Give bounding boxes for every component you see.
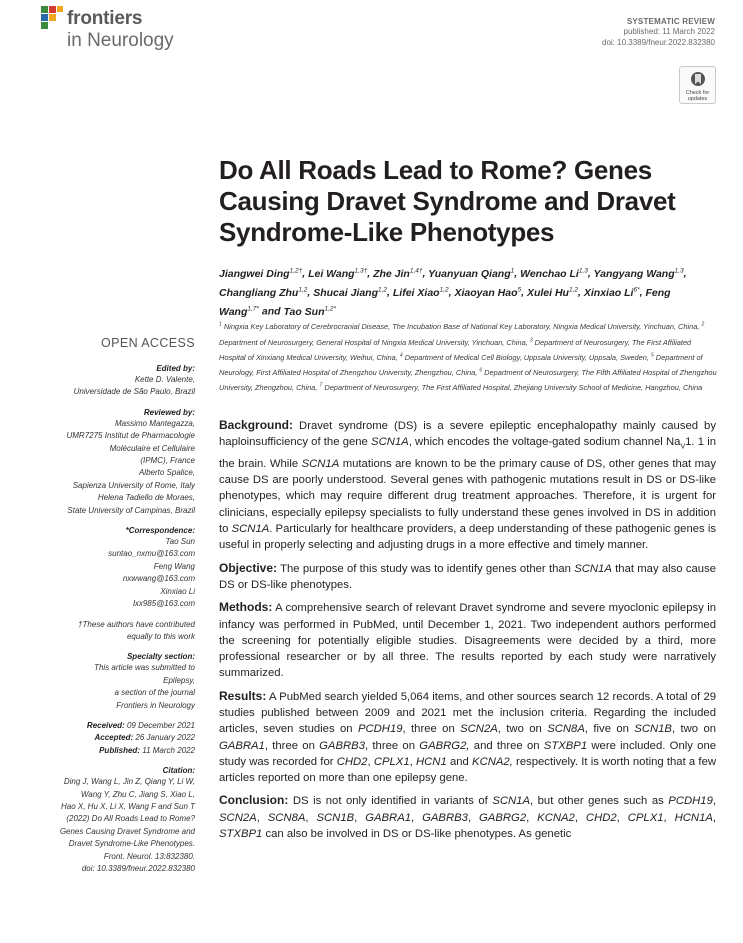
sidebar-line[interactable]: lxx985@163.com <box>133 599 195 609</box>
sidebar-line: Ding J, Wang L, Jin Z, Qiang Y, Li W, <box>63 777 195 787</box>
published-label: Published: <box>99 745 140 755</box>
conclusion-label: Conclusion: <box>219 793 289 808</box>
sidebar-line: Wang Y, Zhu C, Jiang S, Xiao L, <box>80 789 195 799</box>
sidebar-line: State University of Campinas, Brazil <box>67 505 195 515</box>
author-name[interactable]: Lei Wang$^{1,3\dagger}$ <box>308 267 368 280</box>
reviewed-by-list <box>40 418 195 517</box>
citation-list <box>40 776 195 875</box>
author-list: Jiangwei Ding$^{1,2\dagger}$, Lei Wang$^{1,3\dagger}$, Zhe Jin$^{1,4\dagger}$, Yuanyuan Qiang$^1$, Wenchao Li$^{1,3}$, Yangyang Wang$^{1,3}$, Changliang Zhu$^{1,2}$, Shucai Jiang$^{1,2}$, Lifei Xiao$^{1,2}$, Xiaoyan Hao$^5$, Xulei Hu$^{1,2}$, Xinxiao $Li^{6*}$, Feng Wang$^{1,7*}$ and Tao Sun$^{1,2*}$ <box>219 267 687 318</box>
sidebar-line: Alberto Spalice, <box>138 468 195 478</box>
sidebar-line: †These authors have contributed <box>78 619 195 629</box>
author-name[interactable]: Xiaoyan Hao$^5$ <box>454 286 522 299</box>
sidebar-line: Epilepsy, <box>163 675 195 685</box>
sidebar-line: Massimo Mantegazza, <box>114 418 195 428</box>
background-label: Background: <box>219 418 294 432</box>
author-name[interactable]: Yuanyuan Qiang$^1$ <box>428 267 515 280</box>
sidebar-line: doi: 10.3389/fneur.2022.832380 <box>81 864 195 873</box>
sidebar-line: (2022) Do All Roads Lead to Rome? <box>66 814 195 824</box>
affiliation: $^6$ Department of Neurosurgery, The Fifth Affiliated Hospital of Zhengzhou University, Zhengzhou, China, <box>219 367 717 392</box>
sidebar-line: Genes Causing Dravet Syndrome and <box>59 826 195 836</box>
correspondence-label: *Correspondence: <box>125 526 195 536</box>
accepted-label: Accepted: <box>94 733 134 743</box>
sidebar-line: This article was submitted to <box>94 663 195 673</box>
abstract <box>219 417 716 848</box>
author-name[interactable]: Shucai Jiang$^{1,2}$ <box>313 286 388 299</box>
equal-contribution-note <box>40 619 195 644</box>
author-name[interactable]: Wenchao Li$^{1,3}$ <box>520 267 588 280</box>
sidebar-line: Kette D. Valente, <box>134 375 195 384</box>
sidebar-line: Frontiers in Neurology <box>116 700 195 710</box>
article-title: Do All Roads Lead to Rome? Genes Causing Dravet Syndrome and Dravet Syndrome-Like Phenotypes <box>219 155 676 247</box>
sidebar-line[interactable]: nxwwang@163.com <box>122 574 195 584</box>
check-updates-label: Check for updates <box>685 90 710 102</box>
author-name[interactable]: Zhe Jin$^{1,4\dagger}$ <box>373 267 423 280</box>
sidebar-line: Sapienza University of Rome, Italy <box>72 480 195 490</box>
methods-label: Methods: <box>219 600 273 615</box>
abstract-methods: Methods: A comprehensive search of relevant Dravet syndrome and severe myoclonic epilepsy in infancy was performed in PubMed, until December 1, 2021. Two independent authors performed the screening for potentially eligible studies. Disagreements were decided by a third, more professional researcher or by all three. The results reported by each study were narratively summarized. <box>219 600 717 680</box>
published-value: 11 March 2022 <box>142 745 195 755</box>
received-label: Received: <box>86 720 125 730</box>
affiliation: $^3$ Department of Neurosurgery, The First Affiliated Hospital of Xinxiang Medical University, Weihui, China, <box>219 337 692 362</box>
sidebar-line: Helena Tadiello de Moraes, <box>97 493 195 503</box>
logo-journal-name: in Neurology <box>67 30 174 51</box>
journal-logo[interactable] <box>40 5 190 55</box>
published-date-sidebar <box>40 745 195 757</box>
sidebar-line: Moléculaire et Cellulaire <box>109 443 195 453</box>
affiliation: $^1$ Ningxia Key Laboratory of Cerebrocranial Disease, The Incubation Base of National Key Laboratory, Ningxia Medical University, Yinchuan, China, <box>219 322 700 332</box>
author-name[interactable]: Xinxiao $Li^{6*}$ <box>583 286 640 299</box>
affiliation: $^4$ Department of Medical Cell Biology, Uppsala University, Uppsala, Sweden, <box>399 352 649 362</box>
author-name[interactable]: Yangyang Wang$^{1,3}$ <box>593 267 684 280</box>
article-doi[interactable]: doi: 10.3389/fneur.2022.832380 <box>602 37 715 47</box>
author-name[interactable]: Tao Sun$^{1,2*}$ <box>283 305 337 318</box>
abstract-background: Background: Dravet syndrome (DS) is a severe epileptic encephalopathy mainly caused by haploinsufficiency of the gene SCN1A, which encodes the voltage-gated sodium channel $Na_V1$. 1 in the brain. While SCN1A mutations are known to be the primary cause of DS, other genes that may cause DS are poorly understood. Several genes with pathogenic mutations result in DS or DS-like phenotypes, which may require different drug treatment approaches. Therefore, it is urgent for clinicians, especially epilepsy specialists to fully understand these genes involved in DS in addition to SCN1A. Particularly for healthcare providers, a deep understanding of these pathogenic genes is useful in properly selecting and adjusting drugs in a more effective and timely manner. <box>219 418 717 552</box>
sidebar-line: Hao X, Hu X, Li X, Wang F and Sun T <box>61 801 195 811</box>
sidebar-line: a section of the journal <box>114 688 195 698</box>
check-updates-icon <box>690 70 706 88</box>
author-name[interactable]: Feng Wang$^{1,7*}$ <box>219 286 671 318</box>
affiliation: $^7$ Department of Neurosurgery, The First Affiliated Hospital, Zhejiang University School of Medicine, Hangzhou, China <box>319 382 703 392</box>
sidebar-line: UMR7275 Institut de Pharmacologie <box>66 431 195 441</box>
sidebar-line: Feng Wang <box>153 561 195 571</box>
correspondence-list <box>40 536 195 610</box>
sidebar-line: Universidade de São Paulo, Brazil <box>73 387 195 397</box>
specialty-section-list <box>40 662 195 712</box>
logo-brand: frontiers <box>67 8 143 29</box>
article-type: SYSTEMATIC REVIEW <box>626 17 715 26</box>
affiliation: $^2$ Department of Neurosurgery, General Hospital of Ningxia Medical University, Yinchuan, China, <box>219 322 705 347</box>
objective-label: Objective: <box>219 560 278 575</box>
accepted-value: 26 January 2022 <box>135 733 195 743</box>
author-name[interactable]: Jiangwei Ding$^{1,2\dagger}$ <box>219 267 303 280</box>
citation-label: Citation: <box>162 766 195 776</box>
published-date: published: 11 March 2022 <box>623 27 715 36</box>
accepted-date <box>40 732 195 744</box>
author-name[interactable]: Lifei Xiao$^{1,2}$ <box>392 286 449 299</box>
sidebar-line: equally to this work <box>126 631 195 641</box>
sidebar-line: Front. Neurol. 13:832380. <box>103 851 195 861</box>
edited-by-list <box>40 374 195 399</box>
open-access-label: OPEN ACCESS <box>100 336 195 350</box>
check-for-updates-button[interactable] <box>679 66 716 104</box>
abstract-results: Results: A PubMed search yielded 5,064 items, and other sources search 12 records. A total of 29 studies published between 2009 and 2021 met the inclusion criteria. Regarding the included articles, seven studies on PCDH19, three on SCN2A, two on SCN8A, five on SCN1B, two on GABRA1, three on GABRB3, three on GABRG2, and three on STXBP1 were included. Only one study was recorded for CHD2, CPLX1, HCN1 and KCNA2, respectively. It is worth noting that a few articles reported on more than one epilepsy gene. <box>219 688 717 785</box>
specialty-section-label: Specialty section: <box>126 652 195 662</box>
sidebar-line: Xinxiao Li <box>160 586 195 596</box>
sidebar-line[interactable]: suntao_nxmu@163.com <box>108 549 195 559</box>
abstract-conclusion: Conclusion: DS is not only identified in variants of SCN1A, but other genes such as PCDH19, SCN2A, SCN8A, SCN1B, GABRA1, GABRB3, GABRG2, KCNA2, CHD2, CPLX1, HCN1A, STXBP1 can also be involved in DS or DS-like phenotypes. As genetic <box>219 793 717 841</box>
author-name[interactable]: Changliang Zhu$^{1,2}$ <box>219 286 308 299</box>
authors-and: and <box>261 305 281 318</box>
article-meta <box>602 17 715 48</box>
edited-by-label: Edited by: <box>156 364 195 373</box>
results-label: Results: <box>219 688 267 703</box>
reviewed-by-label: Reviewed by: <box>143 407 195 417</box>
article-sidebar <box>40 336 195 875</box>
affiliation-list <box>219 319 719 394</box>
received-value: 09 December 2021 <box>126 720 195 730</box>
frontiers-logo-icon <box>40 5 64 31</box>
sidebar-line: Dravet Syndrome-Like Phenotypes. <box>68 839 195 849</box>
sidebar-line: Tao Sun <box>165 537 195 547</box>
author-name[interactable]: Xulei Hu$^{1,2}$ <box>526 286 579 299</box>
abstract-objective: Objective: The purpose of this study was to identify genes other than SCN1A that may also cause DS or DS-like phenotypes. <box>219 560 717 591</box>
sidebar-line: (IPMC), France <box>140 456 195 466</box>
received-date <box>40 720 195 732</box>
affiliation: $^5$ Department of Neurology, First Affiliated Hospital of Zhengzhou University, Zhengzhou, China, <box>219 352 703 377</box>
